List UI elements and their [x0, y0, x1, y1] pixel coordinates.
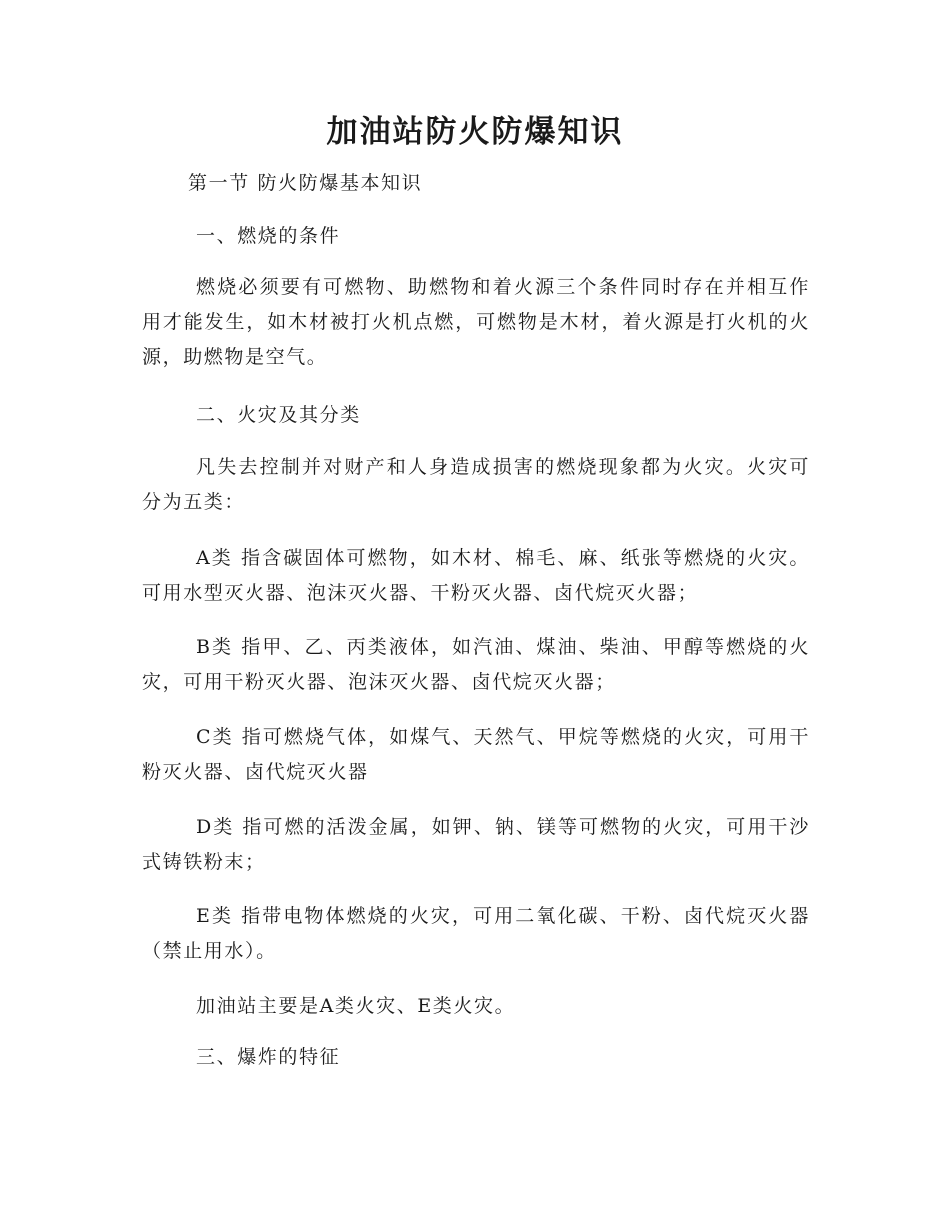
paragraph-fire-definition: 凡失去控制并对财产和人身造成损害的燃烧现象都为火灾。火灾可分为五类： — [142, 456, 810, 513]
paragraph-class-c: C类 指可燃烧气体，如煤气、天然气、甲烷等燃烧的火灾，可用干粉灭火器、卤代烷灭火器 — [142, 726, 810, 783]
paragraph-combustion-conditions: 燃烧必须要有可燃物、助燃物和着火源三个条件同时存在并相互作用才能发生，如木材被打火机点燃，可燃物是木材，着火源是打火机的火源，助燃物是空气。 — [142, 276, 810, 368]
paragraph-gas-station-fire-types: 加油站主要是A类火灾、E类火灾。 — [196, 995, 516, 1017]
paragraph-class-e: E类 指带电物体燃烧的火灾，可用二氧化碳、干粉、卤代烷灭火器（禁止用水）。 — [142, 905, 810, 962]
paragraph-class-b: B类 指甲、乙、丙类液体，如汽油、煤油、柴油、甲醇等燃烧的火灾，可用干粉灭火器、泡沫灭火器、卤代烷灭火器； — [142, 636, 810, 693]
heading-combustion-conditions: 一、燃烧的条件 — [196, 225, 341, 247]
heading-explosion-features: 三、爆炸的特征 — [196, 1046, 341, 1068]
heading-fire-classification: 二、火灾及其分类 — [196, 404, 361, 426]
paragraph-class-a: A类 指含碳固体可燃物，如木材、棉毛、麻、纸张等燃烧的火灾。可用水型灭火器、泡沫灭火器、干粉灭火器、卤代烷灭火器； — [142, 547, 810, 604]
section-heading: 第一节 防火防爆基本知识 — [188, 172, 423, 194]
document-title: 加油站防火防爆知识 — [326, 114, 624, 150]
paragraph-class-d: D类 指可燃的活泼金属，如钾、钠、镁等可燃物的火灾，可用干沙式铸铁粉末； — [142, 816, 810, 873]
